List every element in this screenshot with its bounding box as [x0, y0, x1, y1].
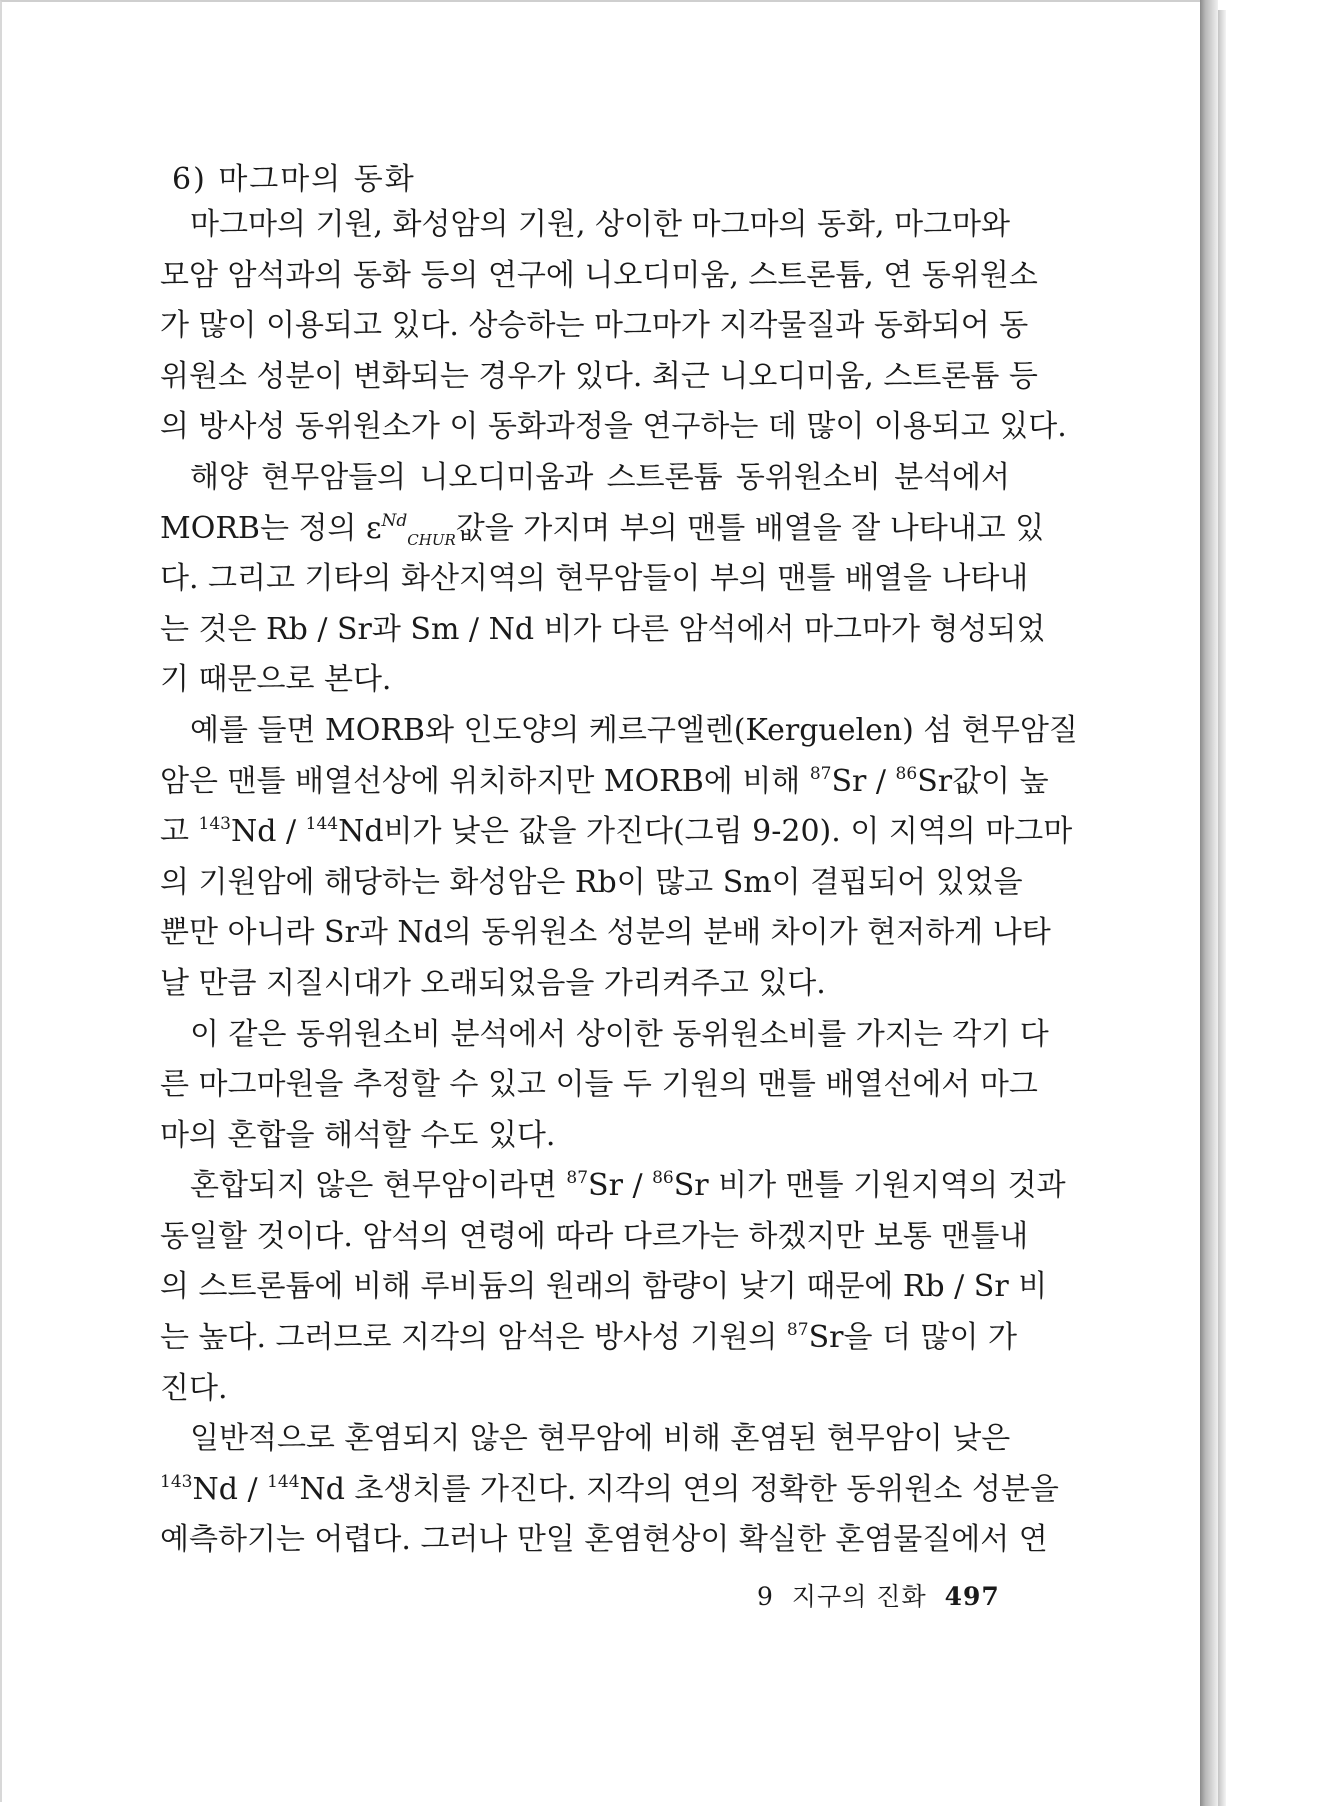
text-line: 는 것은 Rb / Sr과 Sm / Nd 비가 다른 암석에서 마그마가 형성되었	[160, 611, 1046, 647]
text-line: $^{143}$Nd / $^{144}$Nd 초생치를 가진다. 지각의 연의 정확한 동위원소 성분을	[160, 1471, 1059, 1507]
text-line: 예측하기는 어렵다. 그러나 만일 혼염현상이 확실한 혼염물질에서 연	[160, 1522, 1048, 1558]
text-line: 위원소 성분이 변화되는 경우가 있다. 최근 니오디미움, 스트론튬 등	[160, 358, 1038, 394]
chapter-number: 9	[757, 1582, 774, 1611]
text-line: 다. 그리고 기타의 화산지역의 현무암들이 부의 맨틀 배열을 나타내	[160, 561, 1029, 597]
text-line: 고 $^{143}$Nd / $^{144}$Nd비가 낮은 값을 가진다(그림 9-20). 이 지역의 마그마	[160, 814, 1073, 850]
text-line: 진다.	[160, 1370, 228, 1406]
page-footer	[757, 1577, 1000, 1613]
text-line: 의 스트론튬에 비해 루비듐의 원래의 함량이 낮기 때문에 Rb / Sr 비	[160, 1269, 1048, 1305]
text-line: 이 같은 동위원소비 분석에서 상이한 동위원소비를 가지는 각기 다	[190, 1016, 1049, 1052]
text-line: 른 마그마원을 추정할 수 있고 이들 두 기원의 맨틀 배열선에서 마그	[160, 1067, 1038, 1103]
text-line: 마그마의 기원, 화성암의 기원, 상이한 마그마의 동화, 마그마와	[190, 207, 1010, 242]
text-line: 동일할 것이다. 암석의 연령에 따라 다르가는 하겠지만 보통 맨틀내	[160, 1218, 1029, 1254]
text-line: 날 만큼 지질시대가 오래되었음을 가리켜주고 있다.	[160, 965, 826, 1001]
text-line: 일반적으로 혼염되지 않은 현무암에 비해 혼염된 현무암이 낮은	[190, 1421, 1011, 1457]
body-text	[160, 200, 1078, 1566]
text-line: 의 기원암에 해당하는 화성암은 Rb이 많고 Sm이 결핍되어 있었을	[160, 864, 1023, 900]
text-line: 기 때문으로 본다.	[160, 662, 392, 698]
text-line: 는 높다. 그러므로 지각의 암석은 방사성 기원의 $^{87}$Sr을 더 많이 가	[160, 1320, 1017, 1356]
text-line: 암은 맨틀 배열선상에 위치하지만 MORB에 비해 $^{87}$Sr / $^{86}$Sr값이 높	[160, 763, 1049, 799]
text-line: 혼합되지 않은 현무암이라면 $^{87}$Sr / $^{86}$Sr 비가 맨틀 기원지역의 것과	[190, 1168, 1066, 1204]
text-line: 예를 들면 MORB와 인도양의 케르구엘렌(Kerguelen) 섬 현무암질	[190, 712, 1078, 748]
text-line: 의 방사성 동위원소가 이 동화과정을 연구하는 데 많이 이용되고 있다.	[160, 409, 1067, 445]
text-line: MORB는 정의 $\varepsilon^{Nd}_{CHUR}$값을 가지며 부의 맨틀 배열을 잘 나타내고 있	[160, 510, 1045, 549]
section-heading: 6) 마그마의 동화	[172, 162, 416, 197]
page-edge-highlight	[1218, 10, 1226, 1806]
text-line: 마의 혼합을 해석할 수도 있다.	[160, 1117, 556, 1153]
page-number: 497	[944, 1582, 1000, 1611]
page-edge-shadow	[1200, 0, 1218, 1806]
text-line: 가 많이 이용되고 있다. 상승하는 마그마가 지각물질과 동화되어 동	[160, 308, 1029, 344]
text-line: 모암 암석과의 동화 등의 연구에 니오디미움, 스트론튬, 연 동위원소	[160, 257, 1038, 293]
chapter-title: 지구의 진화	[791, 1582, 927, 1611]
text-line: 해양 현무암들의 니오디미움과 스트론튬 동위원소비 분석에서	[190, 459, 1010, 495]
text-line: 뿐만 아니라 Sr과 Nd의 동위원소 성분의 분배 차이가 현저하게 나타	[160, 915, 1051, 951]
